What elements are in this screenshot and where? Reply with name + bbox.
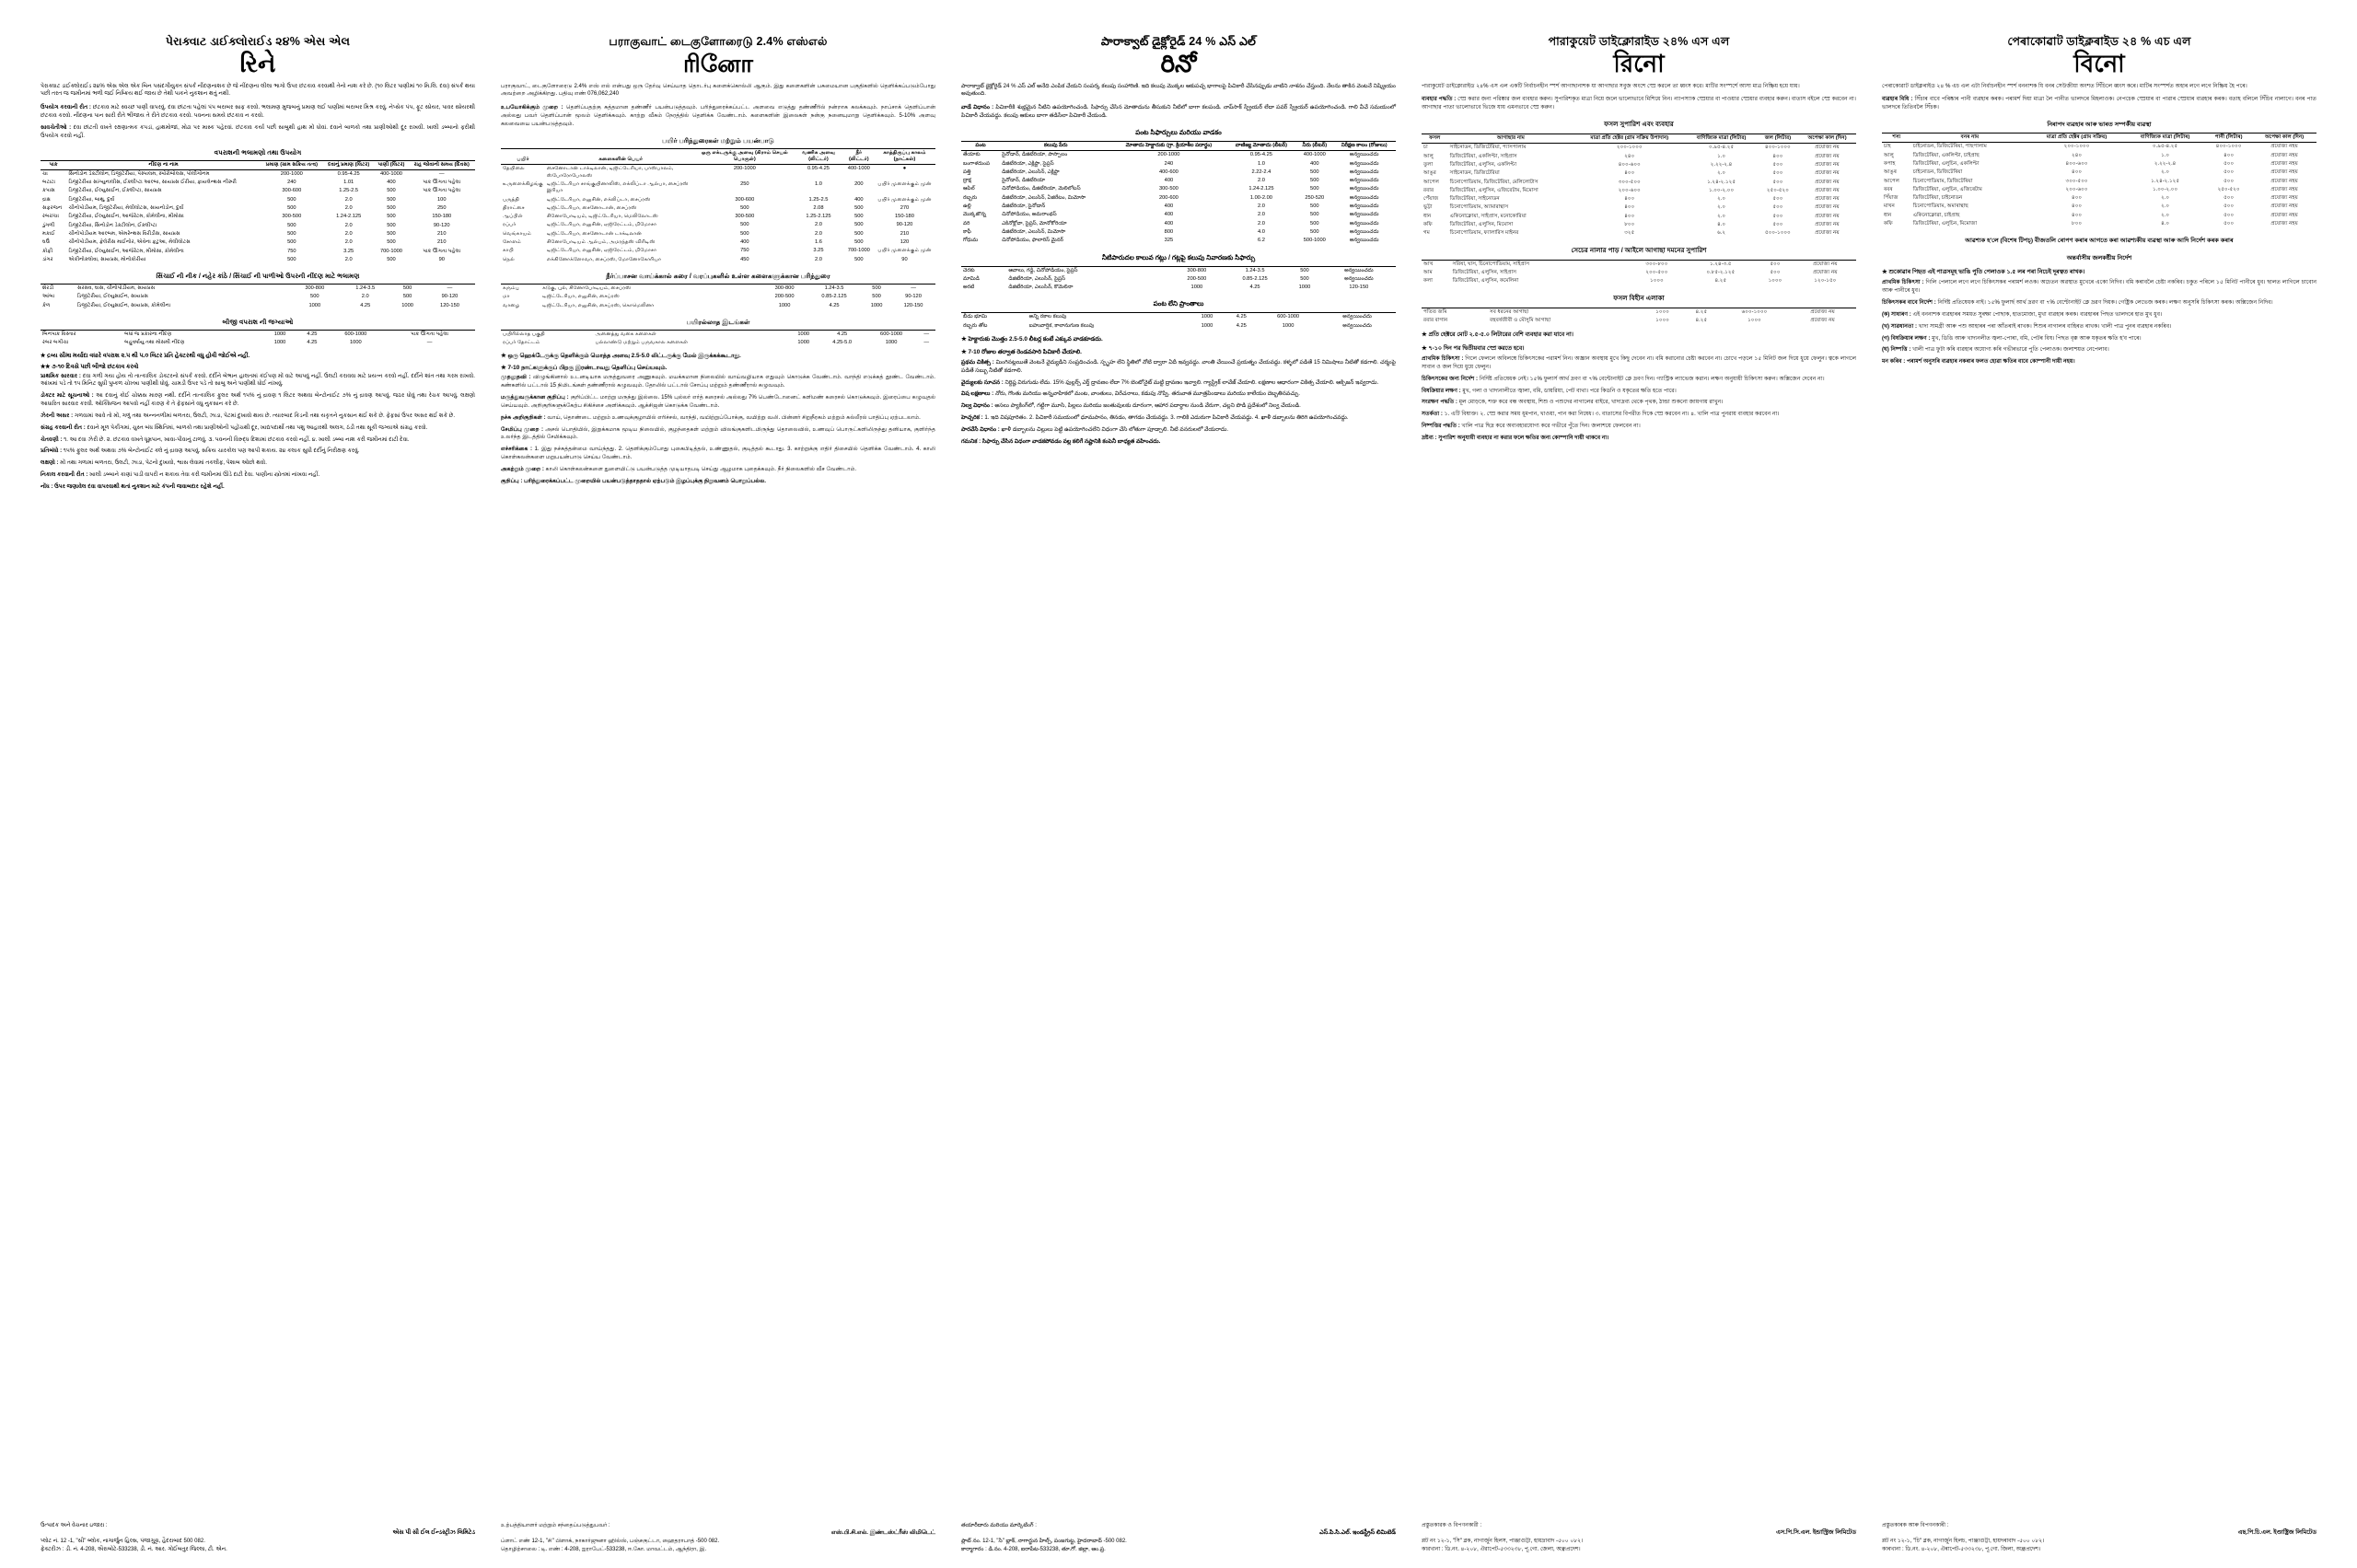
table-row: ரப்பர் தோட்டம் பல்லாண்டு மற்றும் பருவகால களைகள் 1000 4.25-5.0 1000 —: [503, 340, 930, 346]
general-section: (ক) সাধাৰণ : এই বননাশক ব্যৱহাৰৰ সময়ত সুৰক্ষা পোছাক, হাতমোজা, মুখা ব্যৱহাৰ কৰক। ব্যৱহাৰৰ পিছত ভালদৰে হাত মুখ ধুব।: [1882, 310, 2163, 318]
product-name: రినో: [1160, 49, 1197, 77]
maker-label: తయారీదారు మరియు మార్కెటింగ్ :: [961, 1522, 1037, 1528]
usage-section: ব্যবহার পদ্ধতি : স্প্রে করার জন্য পরিষ্কার জল ব্যবহার করুন। সুপারিশকৃত মাত্রা নিয়ে জলে ভালোভাবে মিশিয়ে নিন। ন্যাপস্যাক স্প্রেয়ার বা পাওয়ার স্প্রেয়ার ব্যবহার করুন। বাতাস বইলে স্প্রে করবেন না। আগাছার পাতা ভালোভাবে ভিজে যায় এমনভাবে স্প্রে করুন।: [1422, 96, 1856, 111]
first-aid-section: முதலுதவி : விழுங்கினால் உடனடியாக மருத்துவரை அணுகவும். மயக்கமான நிலையில் வாய்வழியாக எதுவும் கொடுக்க வேண்டாம். வாந்தி எடுக்கத் தூண்ட வேண்டாம். கண்களில் பட்டால் 15 நிமிடங்கள் தண்ணீரால் கழுவவும். தோலில் பட்டால் சோப்பு மற்றும் தண்ணீரால் கழுவவும்.: [501, 374, 936, 389]
col-water: পানী (লিটাৰ): [2205, 134, 2252, 143]
final-note: గమనిక : సిఫార్సు చేసిన విధంగా వాడకపోవడం వల్ల కలిగే నష్టానికి కంపెనీ బాధ్యత వహించదు.: [961, 437, 1161, 445]
table-row: ఆపిల్ చినోపోడియం, డిజిటేరియా, మెలిలోటస్ 300-500 1.24-2.125 500 అన్వయించదు: [963, 186, 1379, 192]
table-row: রবার বাগান বহুবর্ষজীবী ও মৌসুমি আগাছা ১০০০ ৪.২৫ ১০০০ প্রযোজ্য নয়: [1423, 317, 1835, 323]
table-row: আপেল চিনোপোডিয়াম, ডিজিটেরিয়া, মেলিলোটাস ৩০০-৫০০ ১.২৪-২.১২৫ ৫০০ প্রযোজ্য নয়: [1423, 179, 1840, 185]
symptoms-of-poisoning-section: বিষক্রিয়ার লক্ষণ : মুখ, গলা ও খাদ্যনালীতে জ্বালা, বমি, ডায়রিয়া, পেট ব্যথা। পরে কিডনি ও যকৃতের ক্ষতি হতে পারে।: [1422, 387, 1677, 394]
disposal-section: (ঘ) নিষ্পত্তি : খালী পাত্ৰ ফুটা কৰি ব্যৱহাৰ অযোগ্য কৰি গভীৰভাৱে পুতি পেলাওক। জলাশয়ত নেপেলাব।: [1882, 346, 2109, 354]
first-aid-section: প্রাথমিক চিকিৎসা : গিলে ফেললে অবিলম্বে চিকিৎসকের পরামর্শ নিন। অজ্ঞান অবস্থায় মুখে কিছু দেবেন না। বমি করানোর চেষ্টা করবেন না। চোখে পড়লে ১৫ মিনিট জল দিয়ে ধুয়ে ফেলুন। ত্বকে লাগলে সাবান ও জল দিয়ে ধুয়ে ফেলুন।: [1422, 355, 1856, 370]
factory-address: কারখানা : ডি.নং. ৪-২০৮, ঐরাপেট-৫৩৩২৩৮, পূ.গো. জেলা, অন্ধ্রপ্রদেশ।: [1422, 1546, 1581, 1552]
table3-title: બીજી વપરાશ ની જગ્યાઓ: [222, 318, 294, 327]
maker-address: প্লট নং ১২-১, "চি" ব্লক, নাগাৰ্জুন হিলচ, পাঞ্জাগুট্টা, হায়দৰাবাদ -৫০০ ০৮২।: [1882, 1539, 2045, 1545]
table-row: கரும்பு கடுகு, புல், சினோபோடியம், சைப்ரஸ் 300-800 1.24-3.5 500 —: [503, 285, 916, 291]
precaution-section: [41, 124, 475, 141]
col-weed: નીંદણ ના નામ: [66, 160, 260, 169]
maker-name: એસ પી સી ઈલ ઈન્ડસ્ટ્રીઝ લિમિટેડ: [392, 1529, 475, 1537]
star-note-1: ★ హెక్టారుకు మొత్తం 2.5-5.0 లీటర్ల కంటే ఎక్కువ వాడకూడదు.: [961, 335, 1103, 343]
table-row: தேயிலை சைனோடான் டாக்டிலான், டிஜிட்டேரியா, பாஸ்பாலம், ஸ்போரோபோலஸ் 200-1000 0.95-4.25 400-1000 ●: [503, 166, 907, 179]
table-row: బంగాళదుంప డిజిటేరియా, ఎక్లిప్టా, సైప్రస్ 240 1.0 400 అన్వయించదు: [963, 160, 1379, 167]
col-dose-ai: మోతాదు హెక్టారుకు (గ్రా. క్రియాశీల పదార్థం): [1111, 141, 1225, 150]
table-header-row: [41, 160, 475, 169]
table-row: சோளம் சினோபோடியம் ஆல்பம், அமரந்தஸ் விரிடிஸ் 400 1.6 500 120: [503, 239, 910, 246]
table-row: গম চিনোপোডিয়াম, ফ্যালারিস মাইনর ৩২৫ ৬.২ ৫০০-১০০০ প্রযোজ্য নয়: [1423, 230, 1840, 237]
table-row: કોફી ડિજીટેરીયા, ઈલ્યુસાઈન, આજેરેટમ, મીમોસા, કોમેલીના 750 3.25 700-1000 પાક ઊગતા પહેલા: [42, 248, 461, 254]
warning-section: সতর্কতা : ১. এটি বিষাক্ত। ২. স্প্রে করার সময় ধূমপান, খাওয়া, পান করা নিষেধ। ৩. বাতাসের বিপরীত দিকে স্প্রে করবেন না। ৪. খালি পাত্র পুনরায় ব্যবহার করবেন না।: [1422, 411, 1780, 418]
antidote-section: પ્રતિબંધો : ૧૫% ફુલર અર્થ અથવા ૭% બેન્ટોનાઈટ ક્લે નું દ્રાવણ આપવું. સક્રિય ચારકોલ પણ આપી શકાય. ૨૪ કલાક સુધી દર્દીનું નિરીક્ષણ કરવું.: [41, 447, 360, 455]
star-note-2: ★ 7-10 రోజుల తర్వాత రెండవసారి పిచికారీ చేయాలి.: [961, 348, 1082, 355]
table2-title: నీటిపారుదల కాలువ గట్లు / గట్లపై కలుపు నివారణకు సిఫార్సు: [1101, 252, 1256, 261]
table-row: తేయాకు సైనోడాన్, డిజిటేరియా, పాస్పాలం 200-1000 0.95-4.25 400-1000 అన్వయించదు: [963, 152, 1379, 158]
maker-address: ప్లాట్ నం. 12-1, "సి" బ్లాక్, నాగార్జున హిల్స్, పంజగుట్ట, హైదరాబాద్ -500 082.: [961, 1539, 1127, 1545]
col-water: জল (লিটার): [1758, 134, 1798, 144]
col-water: నీరు (లీటర్): [1296, 141, 1332, 150]
box-heading-1: নিৰাপদ ব্যৱহাৰ আৰু ভাৰত সম্পৰ্কীয় ব্যৱস্থা: [2047, 122, 2152, 129]
col-waiting: অপেক্ষা কাল (দিন): [2252, 134, 2316, 143]
col-weed: களைகளின் பெயர்: [545, 148, 697, 165]
col-dose-ai: પ્રમાણ (ગ્રામ સક્રિય તત્વ): [261, 160, 323, 169]
table-row: ఉల్లి డిజిటేరియా, సైనోడాన్ 400 2.0 500 అన్వయించదు: [963, 203, 1379, 210]
brand-line: পারাকুয়েট ডাইক্লোরাইড ২৪% এস এল: [1548, 35, 1730, 48]
table-row: காபி டிஜிட்டேரியா, எலுசின், ஏஜிரேட்டம், மிமோசா 750 3.25 700-1000 பயிர் முளைக்கும் முன்: [503, 248, 932, 254]
first-aid-section: ప్రథమ చికిత్స : మింగినట్లయితే వెంటనే వైద్యుడిని సంప్రదించండి. స్పృహ లేని స్థితిలో నోటి ద్వారా ఏదీ ఇవ్వవద్దు. వాంతి చేయించే ప్రయత్నం చేయవద్దు. కళ్ళలో పడితే 15 నిమిషాలు నీటితో కడగాలి. చర్మంపై పడితే సబ్బు నీటితో కడగాలి.: [961, 358, 1396, 374]
table-row: ஆப்பிள் சினோபோடியம், டிஜிட்டேரியா, மெலிலோடஸ் 300-500 1.25-2.125 500 150-180: [503, 214, 914, 220]
symptoms-of-poisoning-section: நச்சு அறிகுறிகள் : வாய், தொண்டை மற்றும் உணவுக்குழாயில் எரிச்சல், வாந்தி, வயிற்றுப்போக்கு, வயிற்று வலி. பின்னர் சிறுநீரகம் மற்றும் கல்லீரல் பாதிப்பு ஏற்படலாம்.: [501, 413, 921, 421]
col-crop: ফসল: [1422, 134, 1448, 144]
final-note: குறிப்பு : பரிந்துரைக்கப்பட்ட முறையில் பயன்படுத்தாததால் ஏற்படும் இழப்புக்கு நிறுவனம் பொறுப்பல்ல.: [501, 477, 766, 484]
col-dose-formulation: வணிக அளவு (லிட்டர்): [793, 148, 844, 165]
table-row: દ્રાક્ષ ડિજીટેરીયા, બાથુ, દુર્વા 500 2.0 500 100: [42, 196, 447, 203]
usage-section: ব্যৱহাৰ বিধি : সিঁচাৰ বাবে পৰিষ্কাৰ পানী ব্যৱহাৰ কৰক। পৰামৰ্শ দিয়া মাত্ৰা লৈ পানীত ভালদৰে মিহলাওক। নেপচেক স্প্ৰেয়াৰ বা পাৱাৰ স্প্ৰেয়াৰ ব্যৱহাৰ কৰক। বতাহ বলিলে সিঁচিব নালাগে। বনৰ পাত ভালদৰে তিতিবলৈ সিঁচক।: [1882, 96, 2316, 111]
maker-label: ઉત્પાદક અને વેચનાર ઇજારા :: [41, 1522, 108, 1528]
storage-section: সংরক্ষণ পদ্ধতি : মূল মোড়কে, শক্ত করে বন্ধ অবস্থায়, শিশু ও পশুদের নাগালের বাইরে, খাদ্যদ্রব্য থেকে পৃথক, ঠান্ডা শুকনো জায়গায় রাখুন।: [1422, 399, 1724, 406]
symptoms-of-poisoning-section: విష లక్షణాలు : నోరు, గొంతు మరియు అన్నవాహికలో మంట, వాంతులు, విరేచనాలు, కడుపు నొప్పి. తరువాత మూత్రపిండాలు మరియు కాలేయం దెబ్బతినవచ్చు.: [961, 390, 1300, 398]
table-row: কফি ডিজিটেরিয়া, এলুসিন, মিমোসা ৮০০ ৪.০ ৫০০ প্রযোজ্য নয়: [1423, 222, 1840, 228]
star-note-1: ★ শুকোৱাৰ পিছত এই পাত্ৰসমূহ ভাঙি পুতি পেলাওক ১.৫ লৰ পৰা নিচেই দূৰত্বত ৰাখক।: [1882, 269, 2085, 276]
warning-section: எச்சரிக்கை : 1. இது நச்சுத்தன்மை வாய்ந்தது. 2. தெளிக்கும்போது புகைபிடித்தல், உண்ணுதல், குடித்தல் கூடாது. 3. காற்றுக்கு எதிர் திசையில் தெளிக்க வேண்டாம். 4. காலி கொள்கலன்களை மறுபயன்பாடு செய்ய வேண்டாம்.: [501, 446, 935, 461]
table-row: திராட்சை டிஜிட்டேரியா, சைனோடான், சைப்ரஸ் 500 2.08 500 270: [503, 204, 910, 211]
note-to-physician-section: వైద్యులకు సూచన : నిర్దిష్ట విరుగుడు లేదు. 15% ఫుల్లర్స్ ఎర్త్ ద్రావణం లేదా 7% బెంటోనైట్ మట్టి ద్రావణం ఇవ్వాలి. గ్యాస్ట్రిక్ లావేజ్ చేయాలి. లక్షణాల ఆధారంగా చికిత్స చేయాలి. ఆక్సిజన్ ఇవ్వరాదు.: [961, 378, 1379, 386]
table-row: তুলা ডিজিটেরিয়া, এলুসিন, একলিপ্টা ৪০০-৬০০ ২.২২-২.৪ ৫০০ প্রযোজ্য নয়: [1423, 162, 1840, 168]
col-weed: আগাছার নাম: [1448, 134, 1574, 144]
usage-section: వాడే విధానం : పిచికారీకి శుభ్రమైన నీటిని ఉపయోగించండి. సిఫార్సు చేసిన మోతాదును తీసుకుని నీటిలో బాగా కలపండి. నాప్‌సాక్ స్ప్రేయర్ లేదా పవర్ స్ప్రేయర్ ఉపయోగించండి. గాలి వీచే సమయంలో పిచికారీ చేయవద్దు. కలుపు ఆకులు బాగా తడిసేలా పిచికారీ చేయండి.: [961, 104, 1396, 120]
table-row: ઘઉં ચીનોપોડીયમ, ફેલેરીસ માઈનોર, એવેના ફટુઆ, મેલીલોટસ 500 2.0 500 210: [42, 239, 447, 246]
table-row: வாழை டிஜிட்டேரியா, எலுசின், சைப்ரஸ், கொமெலினா 1000 4.25 1000 120-150: [503, 302, 923, 308]
table2-title: সেচের নালার পাড় / আইলে আগাছা দমনের সুপারিশ: [1571, 245, 1707, 254]
col-weed: కలుపు పేరు: [1000, 141, 1111, 150]
final-note: মন কৰিব : পৰামৰ্শ অনুসৰি ব্যৱহাৰ নকৰাৰ ফলত হোৱা ক্ষতিৰ বাবে কোম্পানী দায়ী নহয়।: [1882, 358, 2075, 366]
storage-section: నిల్వ విధానం : అసలు ప్యాకింగ్‌లో, గట్టిగా మూసి, పిల్లలు మరియు జంతువులకు దూరంగా, ఆహార పదార్థాల నుండి వేరుగా, చల్లని పొడి ప్రదేశంలో నిల్వ చేయండి.: [961, 402, 1301, 410]
maker-name: এছ.পি.চি.এল. ইণ্ডাষ্ট্ৰিজ লিমিটেড: [2237, 1529, 2316, 1537]
crop-recommendation-table: [41, 160, 475, 265]
col-crop: শস্য: [1882, 134, 1911, 143]
table-row: কলা ডিজিটেরিয়া, এলুসিন, কমেলিনা ১০০০ ৪.২৫ ১০০০ ১২০-১৫০: [1423, 278, 1837, 285]
table-row: চাহ চাইনোডন, ডিজিটেৰিয়া, পাছপালাম ২০০-১০০০ ০.৯৫-৪.২৫ ৪০০-১০০০ প্ৰযোজ্য নহয়: [1884, 144, 2298, 150]
table-row: பயிரில்லாத பகுதி அனைத்து வகை களைகள் 1000 4.25 600-1000 —: [503, 331, 930, 337]
table1-title: વપરાશની ભલામણો તથા ઉપયોગ: [214, 147, 302, 157]
brand-line: পেৰাকোৱাট ডাইক্লৰাইড ২৪ % এচ এল: [2007, 35, 2191, 48]
canal-bund-table: [961, 266, 1396, 293]
col-crop: પાક: [41, 160, 66, 169]
manufacturer-footer: [41, 1522, 475, 1553]
table-row: আম ডিজিটেরিয়া, এলুসিন, সাইপ্রাস ২০০-৫০০ ০.৮৫-২.১২৫ ৫০০ প্রযোজ্য নয়: [1423, 269, 1838, 275]
table-row: পতিত জমি সব ধরনের আগাছা ১০০০ ৪.২৫ ৬০০-১০০০ প্রযোজ্য নয়: [1423, 308, 1835, 315]
intro-paragraph: পেৰাকোৱাট ডাইক্লৰাইড ২৪ % এচ এল এটা নিৰ্বাচনহীন স্পৰ্শ বননাশক যি বনৰ সেউজীয়া অংশত সিঁচিলে ধ্বংস কৰে। মাটিৰ সংস্পৰ্শত অহাৰ লগে লগে নিষ্ক্ৰিয় হৈ পৰে।: [1882, 82, 2247, 89]
table-row: மா டிஜிட்டேரியா, எலுசின், சைப்ரஸ் 200-500 0.85-2.125 500 90-120: [503, 294, 922, 300]
table-row: ধান একিনোক্লোৱা, চাইপ্ৰাছ ৪০০ ২.০ ৫০০ প্ৰযোজ্য নহয়: [1884, 212, 2298, 218]
maker-label: உற்பத்தியாளர் மற்றும் சந்தைப்படுத்துபவர் :: [501, 1522, 610, 1528]
col-waiting: રાહ જોવાનો સમય (દિવસ): [409, 160, 475, 169]
table-row: আঙুর সাইনোডন, ডিজিটেরিয়া ৪০০ ২.০ ৫০০ প্রযোজ্য নয়: [1423, 170, 1840, 177]
product-name: রিনো: [1613, 49, 1665, 77]
crop-recommendation-table: [501, 148, 935, 264]
brand-line: પેરાક્વાટ ડાઈક્લોરાઈડ ૨૪% એસ એલ: [165, 35, 351, 48]
box-heading-2: আৱশ্যক হ'লে (বিশেষ টিপচ্) বীজতলি ৰোপণ কৰাৰ আগতে কৰা আৱশ্যকীয় ব্যৱস্থা আৰু আদি নিৰ্দেশ কৰক কৰাৰ: [1965, 238, 2234, 245]
col-dose-ai: ஒரு எக்டருக்கு அளவு (கிராம் செயல் பொருள்): [697, 148, 794, 165]
table-row: రబ్బరు తోట బహువార్షిక, కాలానుగుణ కలుపు 1000 4.25 1000 అన్వయించదు: [963, 322, 1372, 329]
manufacturer-footer: [961, 1522, 1396, 1553]
maker-label: প্রস্তুতকারক ও বিপণনকারী :: [1422, 1522, 1482, 1528]
box-heading-3: অন্তৰ্বাসীয় জলকষ্টীয় নিৰ্দেশ: [2066, 255, 2132, 262]
table-header-row: [501, 148, 935, 165]
maker-name: ఎస్.పి.సి.ఎల్. ఇండస్ట్రీస్ లిమిటెడ్: [1319, 1529, 1396, 1537]
note-to-physician-section: চিকিৎসকের জন্য নির্দেশ : নির্দিষ্ট প্রতিষেধক নেই। ১৫% ফুলার্স আর্থ দ্রবণ বা ৭% বেন্টোনাইট ক্লে দ্রবণ দিন। গ্যাস্ট্রিক ল্যাভেজ করান। লক্ষণ অনুযায়ী চিকিৎসা করুন। অক্সিজেন দেবেন না।: [1422, 375, 1825, 382]
product-name: বিনো: [2073, 49, 2125, 77]
table-row: আখ সরিষা, ঘাস, চিনোপোডিয়াম, সাইপ্রাস ৩০০-৮০০ ১.২৪-৩.৫ ৫০০ প্রযোজ্য নয়: [1423, 261, 1838, 267]
table-row: గోధుమ చినోపోడియం, ఫాలారిస్ మైనర్ 325 6.2 500-1000 అన్వయించదు: [963, 238, 1379, 244]
table-row: মাখন চিনোপোডিয়াম, অমাৰান্থাছ ৪০০ ২.০ ৫০০ প্ৰযোজ্য নহয়: [1884, 203, 2298, 210]
table-row: పత్తి డిజిటేరియా, ఎలుసిన్, ఎక్లిప్టా 400-600 2.22-2.4 500 అన్వయించదు: [963, 168, 1379, 175]
first-aid-section: প্ৰাথমিক চিকিৎসা : গিলি পেলালে লগে লগে চিকিৎসকৰ পৰামৰ্শ লওক। অচেতন অৱস্থাত মুখেৰে একো নিদিব। বমি কৰাবলৈ চেষ্টা নকৰিব। চকুত পৰিলে ১৫ মিনিট পানীৰে ধুব। ছালত লাগিলে চাবোন আৰু পানীৰে ধুব।: [1882, 279, 2316, 295]
intro-paragraph: পারাকুয়েট ডাইক্লোরাইড ২৪% এস এল একটি নির্বাচনহীন স্পর্শ আগাছানাশক যা আগাছার সবুজ অংশে স্প্রে করলে তা ধ্বংস করে। মাটির সংস্পর্শে আসা মাত্র নিষ্ক্রিয় হয়ে যায়।: [1422, 82, 1800, 89]
language-column-gujarati: [28, 31, 488, 1559]
non-crop-table: [961, 312, 1396, 331]
table-row: ડુંગળી ડિજીટેરીયા, સિનોડોન ડેક્ટીલોન, ઈક્લીપ્ટા 500 2.0 500 90-120: [42, 222, 450, 228]
section-text: દવા છાંટતી વખતે રક્ષણાત્મક કપડાં, હાથમોજાં, મોઢા પર માસ્ક પહેરવાં. છંટકાવ કર્યા પછી સાબુથી હાથ મોં ધોવાં. દવાને બાળકો તથા પ્રાણીઓથી દૂર રાખવી. ખાલી ડબ્બાનો ફરીથી ઉપયોગ કરવો નહીં.: [41, 123, 475, 139]
language-column-bengali: [1409, 31, 1869, 1559]
table1-title: பயிர் பரிந்துரைகள் மற்றும் பயன்பாடு: [662, 135, 774, 145]
section-heading: ઉપયોગ કરવાની રીત :: [41, 104, 91, 111]
crop-recommendation-table: [1422, 134, 1856, 238]
table-row: બિનપાક વિસ્તાર બધાં જ પ્રકારના નીંદણ 1000 4.25 600-1000 પાક ઊગતા પહેલા: [42, 331, 449, 338]
col-waiting: காத்திருப்பு காலம் (நாட்கள்): [874, 148, 935, 165]
usage-section: உபயோகிக்கும் முறை : தெளிப்பதற்கு சுத்தமான தண்ணீர் பயன்படுத்தவும். பரிந்துரைக்கப்பட்ட அளவை எடுத்து தண்ணீரில் நன்றாக கலக்கவும். நாப்சாக் தெளிப்பான் அல்லது பவர் தெளிப்பான் மூலம் தெளிக்கவும். காற்று வீசும் நேரத்தில் தெளிக்க வேண்டாம். களைகளின் இலைகள் நன்கு நனையுமாறு தெளிக்கவும். 5-10% அளவு கலவையை பயன்படுத்தவும்.: [501, 104, 935, 127]
canal-bund-table: [41, 284, 475, 310]
storage-section: சேமிப்பு முறை : அசல் பொதியில், இறுக்கமாக மூடிய நிலையில், குழந்தைகள் மற்றும் விலங்குகளிடமிருந்து தொலைவில், உணவுப் பொருட்களிலிருந்து தனியாக, குளிர்ந்த உலர்ந்த இடத்தில் சேமிக்கவும்.: [501, 425, 935, 441]
table-row: உருளைக்கிழங்கு டிஜிட்டேரியா சாங்குயினாலிஸ், எக்லிப்டா ஆல்பா, சைப்ரஸ் இரியா 250 1.0 200 பயிர் முளைக்கும் முன்: [503, 180, 932, 194]
table3-title: పంట లేని ప్రాంతాలు: [1153, 299, 1204, 308]
table-row: કેળ ડિજીટેરીયા, ઈલ્યુસાઈન, સાયપ્રસ, કોમેલીના 1000 4.25 1000 120-150: [42, 302, 459, 308]
language-column-telugu: [948, 31, 1409, 1559]
canal-bund-table: [501, 284, 935, 310]
table-row: સફરજન ચીનોપોડીયમ, ડિજીટેરીયા, મેલીલોટસ, સાયનોડોન, દુર્વા 500 2.0 500 250: [42, 205, 447, 212]
table-header-row: [961, 141, 1396, 150]
table-row: આંબા ડિજીટેરીયા, ઈલ્યુસાઈન, સાયપ્રસ 500 2.0 500 90-120: [42, 294, 459, 300]
col-dose-ai: মাত্রা প্রতি হেক্টর (গ্রাম সক্রিয় উপাদান): [1573, 134, 1685, 144]
product-name: ரினோ: [683, 49, 753, 77]
table2-title: સિંચાઈ ની નીક / નહેર કાંઠે / સિંચાઈ ની પાળીઓ ઉપરની નીંદણ માટે ભલામણ: [156, 272, 360, 281]
table-row: কফি ডিজিটেৰিয়া, এলুচিন, মিমোজা ৮০০ ৪.০ ৫০০ প্ৰযোজ্য নহয়: [1884, 221, 2298, 227]
col-dose-formulation: বাণিজ্যিক মাত্রা (লিটার): [1685, 134, 1757, 144]
non-crop-table: [501, 330, 935, 348]
star-note-1: ★ ஒரு ஹெக்டேருக்கு தெளிக்கும் மொத்த அளவு 2.5-5.0 லிட்டருக்கு மேல் இருக்கக்கூடாது.: [501, 353, 741, 360]
table-row: అరటి డిజిటేరియా, ఎలుసిన్, కొమెలినా 1000 4.25 1000 120-150: [963, 285, 1369, 291]
table-row: ধান একিনোক্লোয়া, সাইপ্রাস, মনোকোরিয়া ৪০০ ২.০ ৫০০ প্রযোজ্য নয়: [1423, 213, 1840, 219]
intro-paragraph: பராகுவாட், டைகுளோரைடு 2.4% எஸ் எல் என்பது ஒரு தேர்வு செய்யாத தொடர்பு களைக்கொல்லி ஆகும். இது களைகளின் பசுமையான பகுதிகளில் தெளிக்கப்படும்போது அவற்றை அழிக்கிறது. பதிவு எண் 076,062,240: [501, 82, 935, 98]
table-row: ડાંગર એકીનોક્લોવા, સાયપ્રસ, મોનોકોરીયા 500 2.0 500 90: [42, 256, 445, 262]
storage-section: સંગ્રહ કરવાની રીત : દવાને મૂળ પેકીંગમાં, ચુસ્ત બંધ સ્થિતિમાં, બાળકો તથા પ્રાણીઓની પહોંચથી દૂર, ખાદ્યપદાર્થો તથા પશુ આહારથી અલગ, ઠંડી તથા સૂકી જગ્યાએ સંગ્રહ કરવો.: [41, 424, 428, 431]
maker-address: પ્લોટ નં. 12 -1, "સી" બ્લોક, નાગાર્જુન હિલ્સ, પંજાગુટ્ટા, હૈદરાબાદ 500 082.: [41, 1539, 205, 1545]
section-heading: સાવચેતીઓ :: [41, 123, 72, 131]
non-crop-table: [41, 330, 475, 348]
product-name: રિને: [239, 49, 276, 77]
maker-address: প্লট নং ১২-১, "সি" ব্লক, নাগার্জুন হিলস, পাঞ্জাগুট্টা, হায়দ্রাবাদ -৫০০ ০৮২।: [1422, 1539, 1584, 1545]
table3-title: ফসল বিহীন এলাকা: [1613, 293, 1665, 302]
star-note-1: ★ દ્રવ્ય સીમા મર્યાદા વધારે વપરાશ ૨.૫ થી ૫.૦ લિટર પ્રતિ હેક્ટરથી વધુ હોવી જોઈએ નહીં.: [41, 352, 250, 359]
crop-recommendation-table: [1882, 133, 2316, 228]
table2-title: நீர்ப்பாசன வாய்க்கால் கரை / வரப்புகளில் உள்ள களைகளுக்கான பரிந்துரை: [606, 271, 830, 280]
factory-address: ફેક્ટરીઝ : ડી. નં. 4-208, ઐરાબોટે-533238, ડી. નં. આર. ગોઈંબતુર જિલ્લા, ટી. એન.: [41, 1546, 227, 1552]
col-weed: বনৰ নাম: [1911, 134, 2028, 143]
maker-name: எஸ்.பி.சி.எல். இண்டஸ்ட்ரீஸ் லிமிடெட்: [830, 1529, 935, 1537]
warning-section: హెచ్చరిక : 1. ఇది విషపూరితం. 2. పిచికారీ సమయంలో ధూమపానం, తినడం, తాగడం చేయవద్దు. 3. గాలికి ఎదురుగా పిచికారీ చేయవద్దు. 4. ఖాళీ డబ్బాలను తిరిగి ఉపయోగించవద్దు.: [961, 414, 1349, 422]
table-header-row: [1882, 134, 2316, 143]
note-to-physician-section: চিকিৎসকৰ বাবে নিৰ্দেশ : নিৰ্দিষ্ট প্ৰতিষেধক নাই। ১৫% ফুলাৰ্ছ আৰ্থ দ্ৰৱণ বা ৭% বেণ্টোনাইট ক্লে দ্ৰৱণ দিয়ক। গেষ্ট্ৰিক লেভেজ কৰক। লক্ষণ অনুসৰি চিকিৎসা কৰক। অক্সিজেন নিদিব।: [1882, 299, 2273, 307]
crop-recommendation-table: [961, 141, 1396, 246]
table-row: શેરડી સરસવ, ઘાસ, ચીનોપોડીયમ, સાયપ્રસ 300-800 1.24-3.5 500 —: [42, 285, 453, 292]
col-waiting: నిరీక్షణ కాలం (రోజులు): [1332, 141, 1396, 150]
maker-address: ப்ளாட் எண் 12-1, "சி" பிளாக், நாகார்ஜுனா ஹில்ஸ், பஞ்சகுட்டா, ஹைதராபாத் -500 082.: [501, 1539, 720, 1545]
star-note-2: ★ ৭-১০ দিন পর দ্বিতীয়বার স্প্রে করতে হবে।: [1422, 345, 1525, 353]
symptoms-list-section: લક્ષણો : મોં તથા ગળામાં બળતરા, ઉલટી, ઝાડા, પેટનો દુખાવો, શ્વાસ લેવામાં તકલીફ, પેશાબ ઓછો થવો.: [41, 459, 267, 467]
star-note-2: ★★ ૭-૧૦ દિવસે પછી બીજો છંટકાવ કરવો: [41, 363, 139, 370]
table-row: కాఫీ డిజిటేరియా, ఎలుసిన్, మిమోసా 800 4.0 500 అన్వయించదు: [963, 228, 1379, 235]
table-row: మామిడి డిజిటేరియా, ఎలుసిన్, సైప్రస్ 200-500 0.85-2.125 500 అన్వయించదు: [963, 275, 1374, 282]
precautions-section: (খ) সাৱধানতা : খাদ্য সামগ্ৰী আৰু পশু আহাৰৰ পৰা আঁতৰাই ৰাখক। শিশুৰ নাগালৰ বাহিৰত ৰাখক। খালী পাত্ৰ পুনৰ ব্যৱহাৰ নকৰিব।: [1882, 322, 2172, 330]
table-row: চা সাইনোডন, ডিজিটেরিয়া, প্যাসপালাম ২০০-১০০০ ০.৯৫-৪.২৫ ৪০০-১০০০ প্রযোজ্য নয়: [1423, 145, 1840, 151]
table-header-row: [1422, 134, 1856, 144]
star-note-1: ★ প্রতি হেক্টরে মোট ২.৫-৫.০ লিটারের বেশি ব্যবহার করা যাবে না।: [1422, 331, 1573, 339]
section-text: છંટકાવ માટે સ્વચ્છ પાણી વાપરવું. દવા છાંટતા પહેલાં પંપ બરાબર સાફ કરવો. ભલામણ મુજબનું પ્રમાણ લઈ પાણીમાં બરાબર મિશ્ર કરવું. નેપ્સેક પંપ, ફૂટ સ્પ્રેયર, પાવર સ્પ્રેયરથી છંટકાવ કરવો. નીંદણના પાન સારી રીતે ભીંજાય તે રીતે છંટકાવ કરવો. પવનના સમયે છંટકાવ ન કરવો.: [41, 104, 475, 120]
table-row: చెరకు ఆవాలు, గడ్డి, చినోపోడియం, సైప్రస్ 300-800 1.24-3.5 500 అన్వయించదు: [963, 267, 1374, 273]
table-row: ద్రాక్ష సైనోడాన్, డిజిటేరియా 400 2.0 500 అన్వయించదు: [963, 178, 1379, 184]
star-note-2: ★ 7-10 நாட்களுக்குப் பிறகு இரண்டாவது தெளிப்பு செய்யவும்.: [501, 365, 668, 372]
maker-name: এস.পি.সি.এল. ইন্ডাস্ট্রিজ লিমিটেড: [1776, 1529, 1856, 1537]
table-row: ચા સિનોડોન ડેક્ટીલોન, ડિજીટેરીયા, પેસ્પાલમ, સ્પોરોબોલસ, પોલીગોનમ 200-1000 0.95-4.25 400-1000 —: [42, 170, 445, 177]
table-row: રબર બગીચા બહુવર્ષાયુ તથા મોસમી નીંદણ 1000 4.25 1000 —: [42, 340, 433, 346]
intro-paragraph: పారాక్వాట్ డైక్లోరైడ్ 24 % ఎస్ ఎల్ అనేది ఎంపిక చేయని సంపర్క కలుపు సంహారిణి. ఇది కలుపు మొక్కల ఆకుపచ్చ భాగాలపై పిచికారీ చేసినప్పుడు వాటిని నాశనం చేస్తుంది. నేలను తాకిన వెంటనే నిష్క్రియం అవుతుంది.: [961, 82, 1396, 98]
factory-address: কাৰখানা : ডি.নং. ৪-২০৮, ঐৰাপেট-৫৩৩২৩৮, পূ.গো. জিলা, অন্ধ্ৰপ্ৰদেশ।: [1882, 1546, 2041, 1552]
table-row: మొక్కజొన్న చినోపోడియం, అమరాంథస్ 400 2.0 500 అన్వయించదు: [963, 212, 1379, 218]
table-row: কপাহ ডিজিটেৰিয়া, এলুচিন, একলিপ্টা ৪০০-৬০০ ২.২২-২.৪ ৫০০ প্ৰযোজ্য নহয়: [1884, 161, 2298, 167]
table-row: ভুট্টা চিনোপোডিয়াম, অ্যামারান্থাস ৪০০ ২.০ ৫০০ প্রযোজ্য নয়: [1423, 204, 1840, 211]
table-row: পিঁয়াজ ডিজিটেৰিয়া, চাইনোডন ৪০০ ২.০ ৫০০ প্ৰযোজ্য নহয়: [1884, 195, 2298, 202]
symptoms-of-poisoning-section: ઝેરની અસર : ગળવામાં આવે તો મોં, ગળું તથા અન્નનળીમાં બળતરા, ઉલટી, ઝાડા, પેટમાં દુખાવો થાય છે. ત્યારબાદ કિડની તથા યકૃતને નુકસાન થઈ શકે છે. ફેફસાં ઉપર અસર થઈ શકે છે.: [41, 412, 456, 419]
symptoms-of-poisoning-section: (গ) বিষক্ৰিয়াৰ লক্ষণ : মুখ, ডিঙি আৰু খাদ্যনলীত জ্বলা-পোৰা, বমি, পেটৰ বিষ। পিছত বৃক্ক আৰু যকৃতৰ ক্ষতি হ'ব পাৰে।: [1882, 334, 2142, 342]
table-row: আঙুৰ চাইনোডন, ডিজিটেৰিয়া ৪০০ ২.০ ৫০০ প্ৰযোজ্য নহয়: [1884, 169, 2298, 176]
disposal-section: அகற்றும் முறை : காலி கொள்கலன்களை துளையிட்டு பயன்படுத்த முடியாதபடி செய்து ஆழமாக புதைக்கவும். நீர் நிலைகளில் வீச வேண்டாம்.: [501, 465, 857, 472]
manufacturer-footer: [1882, 1522, 2316, 1553]
intro-paragraph: પેરાક્વાટ ડાઈક્લોરાઈડ ૨૪% એસ એલ એક બિન પસંદગીયુક્ત સંપર્ક નીંદણનાશક છે જે નીંદણના લીલા ભાગો ઉપર છંટકાવ કરવાથી તેનો નાશ કરે છે. (૧૦ લિટર પાણીમાં ૧૦ મિ.લિ. દવા) સંપર્ક થયા પછી તરત જ જમીનમાં ભળી જઈ નિષ્ક્રિય થઈ જાય છે તેથી પાકને નુકશાન થતું નથી.: [41, 82, 475, 98]
table-row: બટાટા ડિજીટેરીયા સાંગ્યુનાલીસ, ઈક્લીપ્ટા આલ્બા, સાયપ્રસ ઈરીયા, ફાયલેન્થસ નીરુરી 240 1.01 400 પાક ઊગતા પહેલા: [42, 180, 461, 186]
table1-title: పంట సిఫార్సులు మరియు వాడకం: [1135, 127, 1222, 136]
disposal-section: নিষ্পত্তির পদ্ধতি : খালি পাত্র ছিদ্র করে অব্যবহারযোগ্য করে গভীরে পুঁতে দিন। জলাশয়ে ফেলবেন না।: [1422, 423, 1641, 430]
usage-section: [41, 104, 475, 121]
factory-address: தொழிற்சாலை : டி. எண் : 4-208, ஐராபேட்-533238, ஈ.கோ. மாவட்டம், ஆந்திரா, இ.: [501, 1546, 707, 1552]
factory-address: కార్మాగారం : డి.నం. 4-208, ఐరాపేట-533238, తూ.గో. జిల్లా, ఆం.ప్ర.: [961, 1546, 1106, 1552]
table-row: পেঁয়াজ ডিজিটেরিয়া, সাইনোডন ৪০০ ২.০ ৫০০ প্রযোজ্য নয়: [1423, 196, 1840, 203]
col-water: நீர் (லிட்டர்): [844, 148, 874, 165]
table-row: আলু ডিজিটেরিয়া, একলিপ্টা, সাইপ্রাস ২৪০ ১.০ ৪০০ প্রযোজ্য নয়: [1423, 153, 1840, 159]
manufacturer-footer: [1422, 1522, 1856, 1553]
table-row: బీడు భూమి అన్ని రకాల కలుపు 1000 4.25 600-1000 అన్వయించదు: [963, 314, 1372, 320]
table-row: મકાઈ ચીનોપોડીયમ આલ્બમ, એમરેન્થસ વિરીડીસ, સાયપ્રસ 500 2.0 500 210: [42, 230, 447, 237]
disposal-section: નિકાલ કરવાની રીત : ખાલી ડબ્બાને કાણાં પાડી વાપરી ન શકાય તેવા કરી જમીનમાં ઊંડે દાટી દેવા. પાણીના સ્ત્રોતમાં નાંખવા નહીં.: [41, 471, 320, 479]
table3-title: பயிரல்லாத இடங்கள்: [686, 317, 750, 326]
note-to-physician-section: ડોક્ટર માટે સૂચનાઓ : આ દવાનું કોઈ ચોક્કસ મારણ નથી. દર્દીને તાત્કાલિક ફુલર અર્થ ૧૫% નું દ્રાવણ ૧ લિટર અથવા બેન્ટોનાઈટ ૭% નું દ્રાવણ આપવું. જઠર ધોવું તથા રેચક આપવું. લક્ષણો આધારિત સારવાર કરવી. ઓક્સિજન આપવો નહીં કારણ કે તે ફેફસાંને વધુ નુકસાન કરે છે.: [41, 392, 476, 408]
table-row: ৰবৰ ডিজিটেৰিয়া, এলুচিন, এজিৰেটাম ২০০-৬০০ ১.০০-২.০০ ২৫০-৫২০ প্ৰযোজ্য নহয়: [1884, 186, 2298, 192]
language-column-assamese: [1869, 31, 2329, 1559]
col-crop: பயிர்: [501, 148, 545, 165]
brand-line: పారాక్వాట్ డైక్లోరైడ్ 24 % ఎస్ ఎల్: [1100, 35, 1257, 48]
first-aid-section: પ્રાથમિક સારવાર : દવા ગળી ગયા હોય તો તાત્કાલિક ડોક્ટરનો સંપર્ક કરવો. દર્દીને બેભાન હાલતમાં કંઈપણ મોં વાટે આપવું નહીં. ઉલટી કરાવવા માટે પ્રયત્ન કરવો નહીં. દર્દીને શાંત તથા ગરમ રાખવો. આંખમાં પડે તો ૧૫ મિનિટ સુધી પુષ્કળ ચોખ્ખા પાણીથી ધોવું. ચામડી ઉપર પડે તો સાબુ અને પાણીથી ધોઈ નાંખવું.: [41, 372, 475, 388]
table-row: நெல் எக்கினோக்ளோவா, சைப்ரஸ், மோனோகோரியா 450 2.0 500 90: [503, 256, 908, 262]
note-to-physician-section: மருத்துவருக்கான குறிப்பு : குறிப்பிட்ட மாற்று மருந்து இல்லை. 15% புல்லர் எர்த் கரைசல் அல்லது 7% பெண்டோனைட் களிமண் கரைசல் கொடுக்கவும். இரைப்பை கழுவுதல் செய்யவும். அறிகுறிகளுக்கேற்ப சிகிச்சை அளிக்கவும். ஆக்சிஜன் கொடுக்க வேண்டாம்.: [501, 394, 936, 409]
col-crop: పంట: [961, 141, 1000, 150]
table-row: ரப்பர் டிஜிட்டேரியா, எலுசின், ஏஜிரேட்டம், மிமோசா 500 2.0 500 90-120: [503, 222, 913, 228]
final-note: નોંધ : ઉપર જણાવેલ દવા વાપરવાથી થતાં નુકશાન માટે કંપની જવાબદાર રહેશે નહીં.: [41, 482, 225, 490]
disposal-section: పారవేసే విధానం : ఖాళీ డబ్బాలను చిల్లులు పెట్టి ఉపయోగించలేని విధంగా చేసి లోతుగా పూడ్చాలి. నీటి వనరులలో వేయరాదు.: [961, 425, 1229, 433]
table-row: பருத்தி டிஜிட்டேரியா, எலுசின், எக்லிப்டா, சைப்ரஸ் 300-600 1.25-2.5 400 பயிர் முளைக்கும் முன்: [503, 196, 932, 203]
table-row: રબર/ચા ડિજીટેરીયા, ઈલ્યુસાઈન, આજેરેટમ, કોમેલીના, મીમોસા 300-500 1.24-2.125 500 150-180: [42, 214, 452, 220]
table-row: வெங்காயம் டிஜிட்டேரியா, சைனோடான் டாக்டிலான் 500 2.0 500 210: [503, 230, 910, 237]
col-water: પાણી (લિટર): [374, 160, 408, 169]
maker-label: প্ৰস্তুতকাৰক আৰু বিপণনকাৰী :: [1882, 1522, 1949, 1528]
table-row: আপেল চিনোপোডিয়াম, ডিজিটেৰিয়া ৩০০-৫০০ ১.২৪-২.১২৫ ৫০০ প্ৰযোজ্য নহয়: [1884, 178, 2298, 184]
col-dose-formulation: వాణిజ్య మోతాదు (లీటర్): [1226, 141, 1297, 150]
table-row: వరి ఎకినోక్లోవా, సైప్రస్, మోనోకోరియా 400 2.0 500 అన్వయించదు: [963, 220, 1379, 226]
table-row: আলু ডিজিটেৰিয়া, একলিপ্টা, চাইপ্ৰাছ ২৪০ ১.০ ৪০০ প্ৰযোজ্য নহয়: [1884, 152, 2298, 158]
canal-bund-table: [1422, 260, 1856, 286]
manufacturer-footer: [501, 1522, 935, 1553]
col-dose-ai: মাত্ৰা প্ৰতি হেক্টৰ (গ্ৰাম সক্ৰিয়): [2028, 134, 2125, 143]
table1-title: ফসল সুপারিশ এবং ব্যবহার: [1604, 120, 1674, 129]
col-dose-formulation: દવાનું પ્રમાણ (લિટર): [323, 160, 375, 169]
col-waiting: অপেক্ষা কাল (দিন): [1798, 134, 1856, 144]
non-crop-table: [1422, 308, 1856, 326]
warning-section: ચેતવણી : ૧. આ દવા ઝેરી છે. ૨. છંટકાવ વખતે ધૂમ્રપાન, ખાવા-પીવાનું ટાળવું. ૩. પવનની વિરુદ્ધ દિશામાં છંટકાવ કરવો નહીં. ૪. ખાલી ડબ્બા નાશ કરી જમીનમાં દાટી દેવા.: [41, 436, 410, 443]
final-note: দ্রষ্টব্য : সুপারিশ অনুযায়ী ব্যবহার না করার ফলে ক্ষতির জন্য কোম্পানি দায়ী থাকবে না।: [1422, 434, 1609, 441]
col-dose-formulation: বাণিজ্যিক মাত্ৰা (লিটাৰ): [2125, 134, 2205, 143]
brand-line: பராகுவாட் டைகுளோரைடு 2.4% எஸ்எல்: [609, 35, 828, 48]
table-row: કપાસ ડિજીટેરીયા, ઈલ્યુસાઈન, ઈક્લીપ્ટા, સાયપ્રસ 300-600 1.25-2.5 500 પાક ઊગતા પહેલા: [42, 188, 461, 194]
table-row: রবার ডিজিটেরিয়া, এলুসিন, এজিরেটাম, মিমোসা ২০০-৬০০ ১.০০-২.০০ ২৫০-৫২০ প্রযোজ্য নয়: [1423, 187, 1840, 193]
language-column-tamil: [488, 31, 948, 1559]
table-row: రబ్బరు డిజిటేరియా, ఎలుసిన్, ఏజిరేటం, మిమోసా 200-600 1.00-2.00 250-520 అన్వయించదు: [963, 194, 1379, 201]
